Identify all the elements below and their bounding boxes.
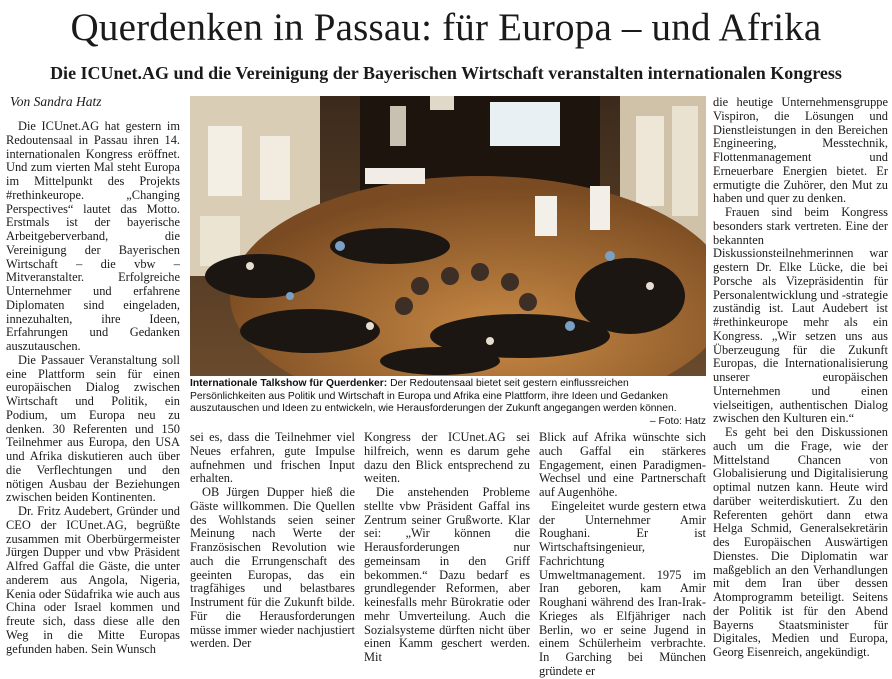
paragraph: Die anstehenden Probleme stellte vbw Präsident Gaffal ins Zentrum seiner Grußworte. Klar sei: „Wir können die Herausforderungen nur gemeinsam in den Griff bekommen.“ Dazu bedarf es grundlegender Reformen, aber keinesfalls mehr Bürokratie oder mehr Umverteilung. Auch die Sozialsysteme dürften nicht über einen Kamm geschert werden. Mit	[364, 485, 530, 664]
paragraph: OB Jürgen Dupper hieß die Gäste willkommen. Die Quellen des Wohlstands seien seiner Meinung nach Werte der Französischen Revolution wie auch die Errungenschaft des geeinten Europas, das ein tragfähiges und belastbares Instrument für die Zukunft bilde. Für die Herausforderungen müsse immer wieder nachjustiert werden. Der	[190, 485, 355, 651]
photo-caption	[190, 378, 706, 428]
byline: Von Sandra Hatz	[10, 94, 102, 109]
caption-title: Internationale Talkshow für Querdenker:	[190, 378, 388, 389]
article-column-1	[6, 120, 180, 656]
paragraph: Frauen sind beim Kongress besonders stark vertreten. Eine der bekannten Diskussionsteilnehmerinnen war gestern Dr. Elke Lücke, die bei Porsche als Vizepräsidentin für Personalentwicklung und -strategie zuständig ist. Laut Audebert ist #rethinkeurope mehr als ein Kongress. „Wir setzen uns aus Überzeugung für die Zukunft Europas, die Internationalisierung unserer europäischen Unternehmen und einen vielseitigen, authentischen Dialog zwischen den Kulturen ein.“	[713, 205, 888, 426]
paragraph: sei es, dass die Teilnehmer viel Neues erfahren, gute Impulse aufnehmen und frischen Input erhalten.	[190, 430, 355, 486]
paragraph: Dr. Fritz Audebert, Gründer und CEO der ICUnet.AG, begrüßte zusammen mit Oberbürgermeister Jürgen Dupper und vbw Präsident Alfred Gaffal die Gäste, die unter anderem aus Angola, Nigeria, Kenia oder Südafrika wie auch aus China oder Israel kommen und freute sich, dass diese alle den Weg in die Mitte Europas gefunden haben. Sein Wunsch	[6, 504, 180, 656]
paragraph: Kongress der ICUnet.AG sei hilfreich, wenn es darum gehe dazu den Blick entsprechend zu weiten.	[364, 430, 530, 486]
subheadline: Die ICUnet.AG und die Vereinigung der Bayerischen Wirtschaft veranstalten internationalen Kongress	[50, 63, 842, 83]
paragraph: Eingeleitet wurde gestern etwa der Unternehmer Amir Roughani. Er ist Wirtschaftsingenieur, Fachrichtung Umweltmanagement. 1975 im Iran geboren, kam Amir Roughani während des Iran-Irak-Krieges als Elfjähriger nach Berlin, wo er seine Jugend in einem Schülerheim verbrachte. In Garching bei München gründete er	[539, 498, 706, 678]
article-column-3	[364, 431, 530, 665]
article-column-5	[713, 96, 888, 660]
article-column-4	[539, 431, 706, 679]
paragraph: Die Passauer Veranstaltung soll eine Plattform sein für einen europäischen Dialog zwischen Wirtschaft und Politik, ein Podium, um Europa neu zu denken. 30 Referenten und 150 Teilnehmer aus Europa, den USA und Afrika diskutieren auch über die Verflechtungen und den nötigen Ausbau der Beziehungen zwischen beiden Kontinenten.	[6, 352, 180, 505]
event-photo	[190, 96, 706, 376]
paragraph: Die ICUnet.AG hat gestern im Redoutensaal in Passau ihren 14. internationalen Kongress eröffnet. Und zum vierten Mal steht Europa im Mittelpunkt des Projekts #rethinkeurope. „Changing Perspectives“ lautet das Motto. Erstmals ist der bayerische Arbeitgeberverband, die Vereinigung der Bayerischen Wirtschaft – die vbw – Mitveranstalter. Erfolgreiche Unternehmer und erfahrene Diplomaten sind eingeladen, innezuhalten, ihre Ideen, Erfahrungen und Gedanken auszutauschen.	[6, 119, 180, 353]
article-column-2	[190, 431, 355, 651]
paragraph: die heutige Unternehmensgruppe Vispiron, die Lösungen und Dienstleistungen in den Bereichen Engineering, Messtechnik, Flottenmanagement und Erneuerbare Energien bietet. Er ermutigte die Zuhörer, den Mut zu haben und quer zu denken.	[713, 95, 888, 206]
talkshow-hall-image	[190, 96, 706, 376]
photo-credit: – Foto: Hatz	[649, 415, 706, 427]
headline: Querdenken in Passau: für Europa – und Afrika	[70, 6, 822, 49]
paragraph: Es geht bei den Diskussionen auch um die Frage, wie der Mittelstand Chancen von Globalisierung und Digitalisierung optimal nutzen kann. Heute wird darüber weiterdiskutiert. Zu den Referenten gehört dann etwa Helga Schmid, Generalsekretärin des Europäischen Auswärtigen Dienstes. Die Diplomatin war maßgeblich an den Verhandlungen mit dem Iran über dessen Atomprogramm beteiligt. Seitens der Politik ist für den Abend Bayerns Staatsminister für Digitales, Medien und Europa, Georg Eisenreich, angekündigt.	[713, 425, 888, 659]
paragraph: Blick auf Afrika wünschte sich auch Gaffal ein stärkeres Engagement, einen Paradigmen-Wechsel und eine Partnerschaft auf Augenhöhe.	[539, 430, 706, 499]
caption-text: Der Redoutensaal bietet seit gestern einflussreichen Persönlichkeiten aus Politik und Wirtschaft in Europa und Afrika eine Plattform, ihre Ideen und Gedanken auszutauschen und Ideen zu entwickeln, wie Herausforderungen der Zukunft angegangen werden können.	[190, 378, 677, 415]
